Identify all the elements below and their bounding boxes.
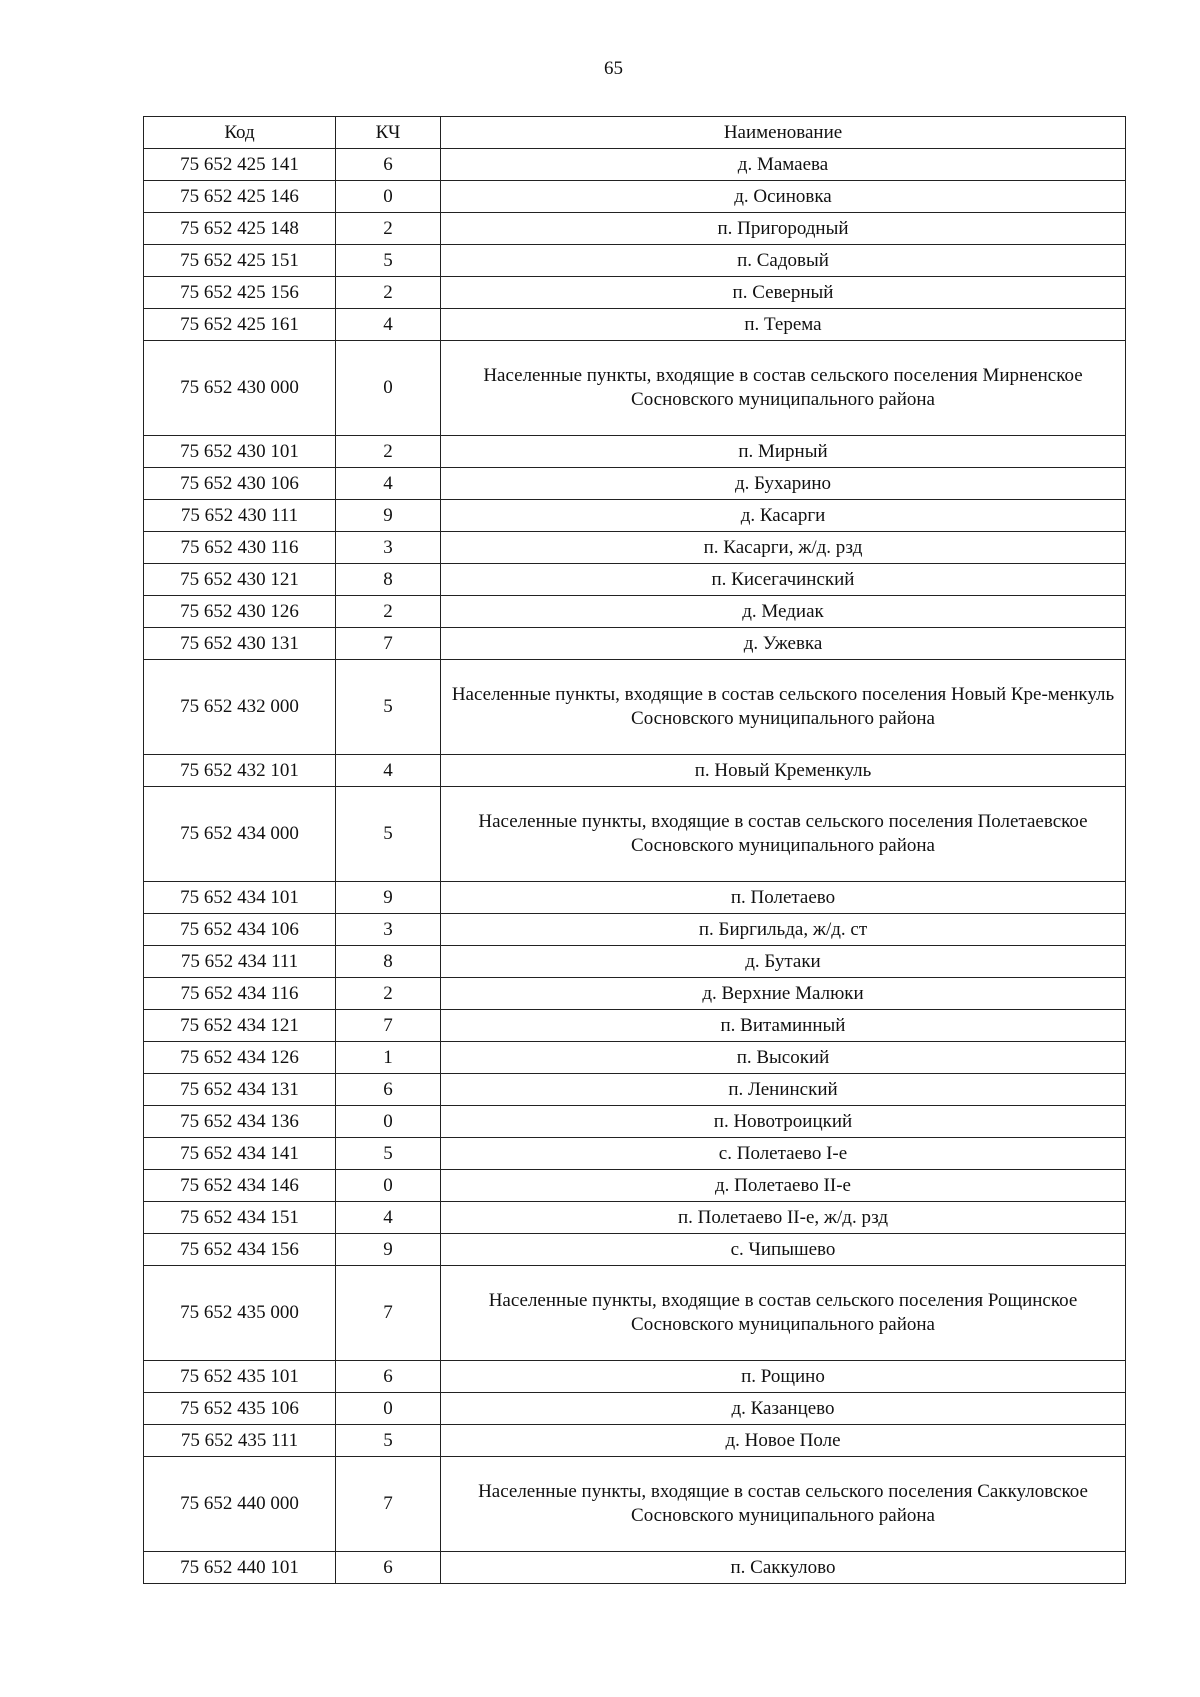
cell-kch: 6	[336, 1552, 441, 1584]
cell-name: Населенные пункты, входящие в состав сельского поселения Полетаевское Сосновского муниципального района	[441, 787, 1126, 882]
header-kch: КЧ	[336, 117, 441, 149]
cell-code: 75 652 434 151	[144, 1202, 336, 1234]
cell-code: 75 652 440 000	[144, 1457, 336, 1552]
table-row	[144, 1074, 1126, 1106]
cell-name: п. Ленинский	[441, 1074, 1126, 1106]
cell-name: д. Бутаки	[441, 946, 1126, 978]
cell-name: п. Садовый	[441, 245, 1126, 277]
header-code: Код	[144, 117, 336, 149]
cell-kch: 2	[336, 277, 441, 309]
cell-kch: 6	[336, 1361, 441, 1393]
cell-code: 75 652 430 111	[144, 500, 336, 532]
cell-kch: 8	[336, 946, 441, 978]
cell-name: п. Витаминный	[441, 1010, 1126, 1042]
table-row	[144, 978, 1126, 1010]
cell-code: 75 652 434 106	[144, 914, 336, 946]
cell-code: 75 652 425 146	[144, 181, 336, 213]
table-row	[144, 309, 1126, 341]
cell-code: 75 652 434 146	[144, 1170, 336, 1202]
okato-table	[143, 116, 1126, 1584]
cell-code: 75 652 430 131	[144, 628, 336, 660]
table-row	[144, 914, 1126, 946]
cell-kch: 6	[336, 149, 441, 181]
cell-code: 75 652 430 106	[144, 468, 336, 500]
cell-kch: 4	[336, 309, 441, 341]
cell-kch: 5	[336, 245, 441, 277]
cell-code: 75 652 434 121	[144, 1010, 336, 1042]
cell-code: 75 652 435 111	[144, 1425, 336, 1457]
table-header-row	[144, 117, 1126, 149]
cell-kch: 3	[336, 532, 441, 564]
table-body	[144, 117, 1126, 1584]
cell-name: Населенные пункты, входящие в состав сельского поселения Саккуловское Сосновского муниципального района	[441, 1457, 1126, 1552]
cell-code: 75 652 435 000	[144, 1266, 336, 1361]
cell-kch: 9	[336, 1234, 441, 1266]
cell-kch: 3	[336, 914, 441, 946]
cell-code: 75 652 425 148	[144, 213, 336, 245]
cell-kch: 0	[336, 1170, 441, 1202]
cell-name: п. Кисегачинский	[441, 564, 1126, 596]
group-row	[144, 341, 1126, 436]
cell-name: д. Осиновка	[441, 181, 1126, 213]
cell-code: 75 652 430 126	[144, 596, 336, 628]
cell-code: 75 652 425 156	[144, 277, 336, 309]
cell-kch: 4	[336, 1202, 441, 1234]
cell-kch: 0	[336, 1393, 441, 1425]
table-row	[144, 436, 1126, 468]
cell-name: п. Мирный	[441, 436, 1126, 468]
cell-name: д. Бухарино	[441, 468, 1126, 500]
cell-kch: 9	[336, 500, 441, 532]
cell-kch: 5	[336, 1138, 441, 1170]
group-row	[144, 1266, 1126, 1361]
table-row	[144, 500, 1126, 532]
cell-code: 75 652 434 126	[144, 1042, 336, 1074]
cell-kch: 0	[336, 341, 441, 436]
cell-name: д. Ужевка	[441, 628, 1126, 660]
cell-code: 75 652 432 000	[144, 660, 336, 755]
table-row	[144, 1042, 1126, 1074]
cell-name: п. Новотроицкий	[441, 1106, 1126, 1138]
cell-name: п. Касарги, ж/д. рзд	[441, 532, 1126, 564]
page-number: 65	[604, 58, 623, 79]
table-row	[144, 628, 1126, 660]
table-row	[144, 1361, 1126, 1393]
table-row	[144, 149, 1126, 181]
cell-kch: 2	[336, 213, 441, 245]
cell-kch: 5	[336, 660, 441, 755]
table-row	[144, 1425, 1126, 1457]
cell-name: п. Новый Кременкуль	[441, 755, 1126, 787]
cell-name: п. Пригородный	[441, 213, 1126, 245]
cell-kch: 7	[336, 1457, 441, 1552]
cell-code: 75 652 425 151	[144, 245, 336, 277]
cell-name: Населенные пункты, входящие в состав сельского поселения Рощинское Сосновского муниципального района	[441, 1266, 1126, 1361]
header-name: Наименование	[441, 117, 1126, 149]
cell-kch: 2	[336, 436, 441, 468]
cell-kch: 7	[336, 1010, 441, 1042]
table-row	[144, 213, 1126, 245]
cell-code: 75 652 430 116	[144, 532, 336, 564]
cell-code: 75 652 434 101	[144, 882, 336, 914]
table-row	[144, 564, 1126, 596]
cell-kch: 4	[336, 468, 441, 500]
cell-kch: 6	[336, 1074, 441, 1106]
cell-name: д. Верхние Малюки	[441, 978, 1126, 1010]
cell-name: Населенные пункты, входящие в состав сельского поселения Новый Кре-менкуль Сосновского муниципального района	[441, 660, 1126, 755]
cell-code: 75 652 430 000	[144, 341, 336, 436]
table-row	[144, 277, 1126, 309]
group-row	[144, 1457, 1126, 1552]
cell-kch: 5	[336, 1425, 441, 1457]
cell-kch: 8	[336, 564, 441, 596]
cell-name: п. Саккулово	[441, 1552, 1126, 1584]
cell-code: 75 652 434 111	[144, 946, 336, 978]
table-row	[144, 946, 1126, 978]
cell-name: п. Северный	[441, 277, 1126, 309]
cell-code: 75 652 434 000	[144, 787, 336, 882]
cell-name: д. Касарги	[441, 500, 1126, 532]
cell-code: 75 652 434 131	[144, 1074, 336, 1106]
cell-name: п. Рощино	[441, 1361, 1126, 1393]
cell-name: д. Мамаева	[441, 149, 1126, 181]
table-row	[144, 245, 1126, 277]
cell-name: д. Полетаево II-е	[441, 1170, 1126, 1202]
cell-code: 75 652 435 101	[144, 1361, 336, 1393]
cell-name: Населенные пункты, входящие в состав сельского поселения Мирненское Сосновского муниципального района	[441, 341, 1126, 436]
cell-code: 75 652 440 101	[144, 1552, 336, 1584]
cell-name: п. Терема	[441, 309, 1126, 341]
cell-name: д. Казанцево	[441, 1393, 1126, 1425]
cell-code: 75 652 430 101	[144, 436, 336, 468]
cell-kch: 5	[336, 787, 441, 882]
cell-kch: 0	[336, 181, 441, 213]
table-row	[144, 468, 1126, 500]
table-row	[144, 1202, 1126, 1234]
cell-kch: 2	[336, 978, 441, 1010]
table-row	[144, 596, 1126, 628]
cell-name: п. Высокий	[441, 1042, 1126, 1074]
table-row	[144, 1138, 1126, 1170]
cell-kch: 7	[336, 1266, 441, 1361]
table-row	[144, 1106, 1126, 1138]
cell-name: с. Чипышево	[441, 1234, 1126, 1266]
table-row	[144, 1393, 1126, 1425]
cell-name: п. Биргильда, ж/д. ст	[441, 914, 1126, 946]
cell-kch: 2	[336, 596, 441, 628]
cell-code: 75 652 434 156	[144, 1234, 336, 1266]
cell-code: 75 652 430 121	[144, 564, 336, 596]
table-row	[144, 882, 1126, 914]
cell-code: 75 652 432 101	[144, 755, 336, 787]
cell-name: д. Новое Поле	[441, 1425, 1126, 1457]
cell-name: п. Полетаево II-е, ж/д. рзд	[441, 1202, 1126, 1234]
cell-code: 75 652 434 136	[144, 1106, 336, 1138]
cell-kch: 1	[336, 1042, 441, 1074]
cell-kch: 7	[336, 628, 441, 660]
cell-code: 75 652 435 106	[144, 1393, 336, 1425]
table-row	[144, 1170, 1126, 1202]
cell-code: 75 652 434 141	[144, 1138, 336, 1170]
cell-code: 75 652 425 161	[144, 309, 336, 341]
cell-name: с. Полетаево I-е	[441, 1138, 1126, 1170]
group-row	[144, 787, 1126, 882]
table-row	[144, 181, 1126, 213]
table-row	[144, 1552, 1126, 1584]
cell-name: д. Медиак	[441, 596, 1126, 628]
table-row	[144, 1010, 1126, 1042]
cell-kch: 9	[336, 882, 441, 914]
table-row	[144, 755, 1126, 787]
table-row	[144, 1234, 1126, 1266]
table-row	[144, 532, 1126, 564]
group-row	[144, 660, 1126, 755]
cell-name: п. Полетаево	[441, 882, 1126, 914]
cell-kch: 0	[336, 1106, 441, 1138]
cell-code: 75 652 434 116	[144, 978, 336, 1010]
cell-code: 75 652 425 141	[144, 149, 336, 181]
cell-kch: 4	[336, 755, 441, 787]
